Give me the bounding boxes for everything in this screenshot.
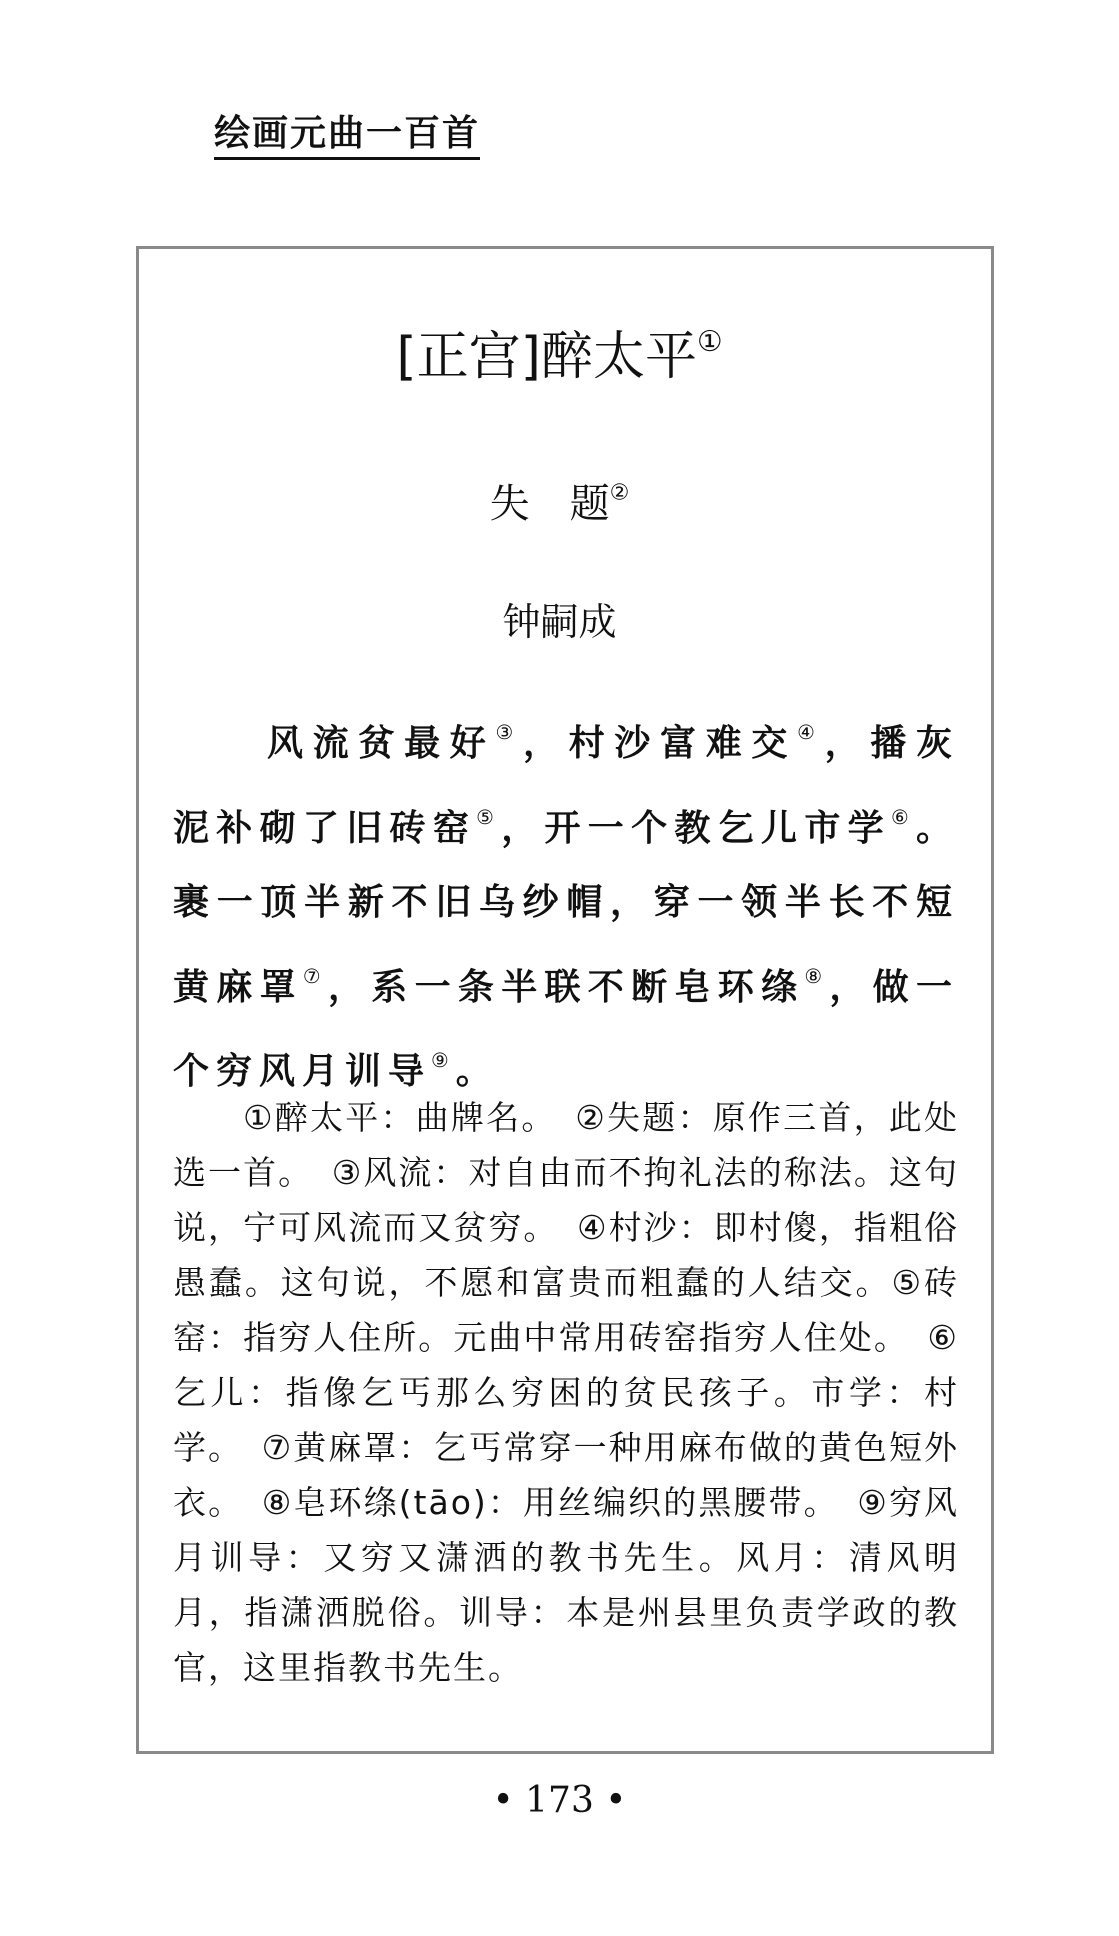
poem-segment: 。裹一顶半新不旧乌纱帽，穿一领半长不短黄麻罩	[173, 807, 959, 1008]
footnote-marker: ②	[609, 480, 630, 506]
author-name: 钟嗣成	[502, 600, 617, 644]
page-number: • 173 •	[492, 1780, 627, 1821]
annotations: ①醉太平：曲牌名。 ②失题：原作三首，此处选一首。 ③风流：对自由而不拘礼法的称法。这句说，宁可风流而又贫穷。 ④村沙：即村傻，指粗俗愚蠢。这句说，不愿和富贵而粗蠢的人结交。⑤砖窑：指穷人住所。元曲中常用砖窑指穷人住处。 ⑥乞儿：指像乞丐那么穷困的贫民孩子。市学：村学。 ⑦黄麻罩：乞丐常穿一种用麻布做的黄色短外衣。 ⑧皂环绦(tāo)：用丝编织的黑腰带。 ⑨穷风月训导：又穷又潇洒的教书先生。风月：清风明月，指潇洒脱俗。训导：本是州县里负责学政的教官，这里指教书先生。	[173, 1098, 959, 1687]
poem-segment: 。	[455, 1051, 499, 1093]
piece-subtitle	[0, 480, 1119, 528]
piece-subtitle-text: 失 题	[489, 481, 610, 527]
footnote-marker: ⑤	[476, 805, 502, 829]
poem-segment: 风流贫最好	[267, 722, 496, 764]
footnote-marker: ④	[797, 721, 825, 744]
footnote-marker: ①	[696, 324, 723, 358]
footnote-marker: ③	[495, 721, 523, 744]
piece-title-text: [正宫]醉太平	[396, 326, 697, 387]
poem-segment: ，开一个教乞儿市学	[501, 807, 891, 849]
poem-segment: ，做一个穷风月训导	[173, 966, 959, 1093]
piece-title	[0, 324, 1119, 388]
poem-segment: ，播灰泥补砌了旧砖窑	[173, 722, 959, 849]
poem-text	[173, 696, 959, 1109]
running-header: 绘画元曲一百首	[214, 112, 480, 160]
poem-segment: ，村沙富难交	[522, 722, 798, 764]
poem-segment: ，系一条半联不断皂环绦	[327, 966, 805, 1008]
footnote-marker: ⑥	[890, 805, 916, 829]
footnote-marker: ⑧	[804, 964, 830, 988]
footnote-marker: ⑦	[302, 964, 328, 988]
footnote-marker: ⑨	[431, 1049, 456, 1073]
